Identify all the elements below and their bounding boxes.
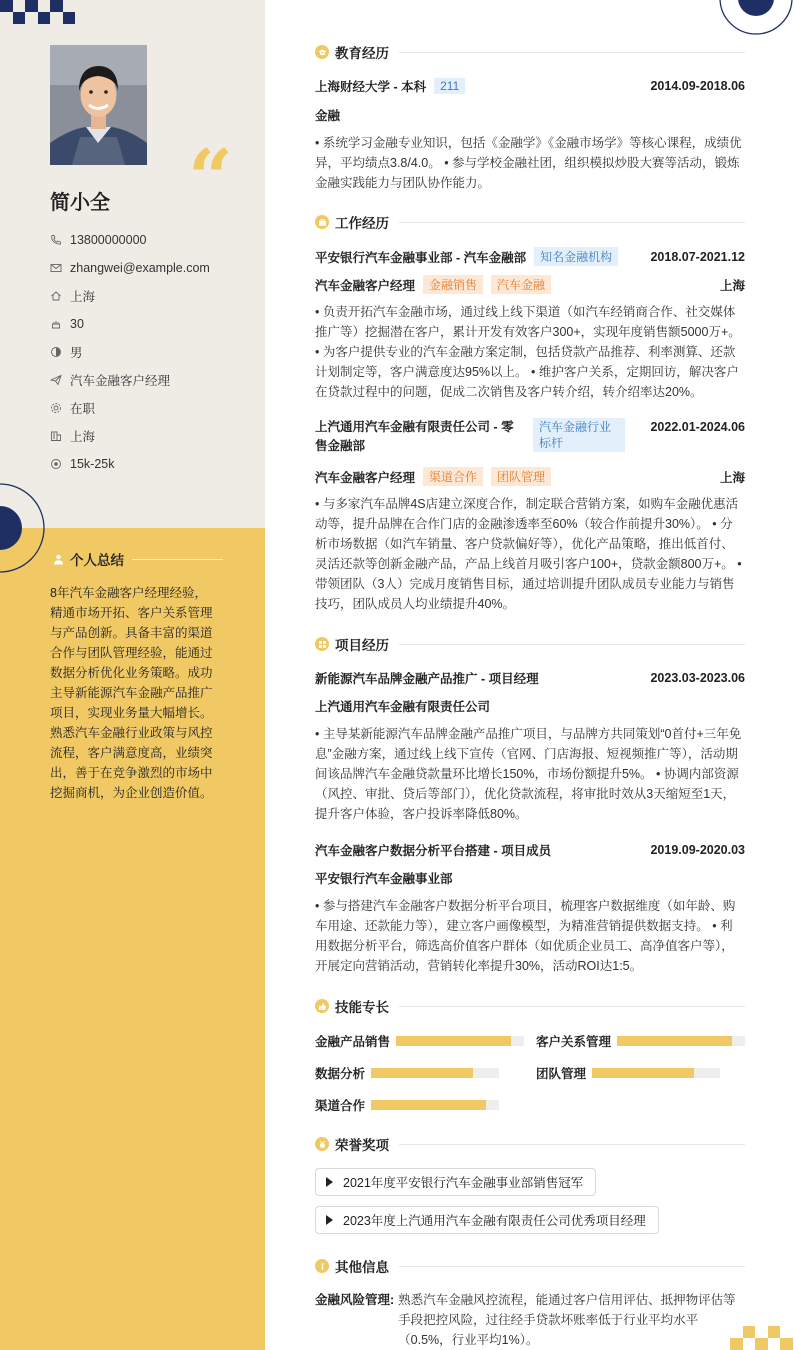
job-2-role-row: [315, 467, 745, 486]
project-2-desc: • 参与搭建汽车金融客户数据分析平台项目，梳理客户数据维度（如年龄、购车用途、还款能力等），建立客户画像模型，为精准营销提供数据支持。 • 利用数据分析平台，筛选高价值客户群体（如优质企业员工、高净值客户等），开展定向营销活动，营销转化率提升30%，活动ROI达1:5。: [315, 899, 736, 973]
skill-1: [315, 1032, 524, 1050]
skills-title: 技能专长: [335, 1000, 389, 1015]
other-label: 金融风险管理:: [315, 1293, 395, 1307]
job-1-tag: 知名金融机构: [534, 247, 618, 266]
project-2-name: 汽车金融客户数据分析平台搭建 - 项目成员: [315, 844, 552, 858]
skill-4: [536, 1064, 720, 1082]
building-icon: [50, 430, 62, 442]
skill-2-fill: [617, 1036, 732, 1046]
job-1-tag-a: 金融销售: [423, 275, 483, 294]
info-gender: [50, 338, 210, 366]
job-2-row: [315, 418, 745, 456]
gender-icon: [50, 346, 62, 358]
profile-name: 简小全: [50, 192, 110, 214]
grid-icon: [315, 637, 329, 651]
info-phone: [50, 226, 210, 254]
section-divider: [399, 1266, 745, 1267]
job-1-date: 2018.07-2021.12: [650, 249, 745, 264]
job-1-role-row: [315, 275, 745, 294]
job-2-city: 上海: [719, 470, 745, 485]
project-2-date: 2019.09-2020.03: [650, 843, 745, 857]
education-icon: [315, 45, 329, 59]
education-heading: [315, 42, 745, 62]
skill-2-bar: [617, 1036, 745, 1046]
skill-3-name: 数据分析: [315, 1067, 366, 1081]
email-text: zhangwei@example.com: [70, 261, 210, 275]
awards-heading: [315, 1134, 745, 1154]
award-2-text: 2023年度上汽通用汽车金融有限责任公司优秀项目经理: [343, 1214, 646, 1228]
skill-5-fill: [371, 1100, 486, 1110]
education-tag: 211: [434, 78, 465, 94]
gender-text: 男: [70, 346, 83, 360]
award-item-2[interactable]: [315, 1206, 659, 1234]
projects-heading: [315, 634, 745, 654]
education-title: 教育经历: [335, 46, 389, 61]
job-1-company: 平安银行汽车金融事业部 - 汽车金融部: [315, 250, 527, 265]
skill-5: [315, 1096, 499, 1114]
job-1-tag-b: 汽车金融: [491, 275, 551, 294]
other-title: 其他信息: [335, 1260, 389, 1275]
education-major-row: [315, 106, 745, 124]
skill-2: [536, 1032, 745, 1050]
project-1-row: [315, 669, 745, 687]
section-divider: [399, 1144, 745, 1145]
skill-5-name: 渠道合作: [315, 1099, 366, 1113]
education-school: 上海财经大学 - 本科: [315, 80, 427, 94]
avatar-portrait: [50, 45, 147, 165]
projects-title: 项目经历: [335, 638, 389, 653]
target-city-text: 上海: [70, 430, 96, 444]
checker-pattern: [0, 0, 75, 24]
skills-heading: [315, 996, 745, 1016]
summary-title: 个人总结: [70, 553, 124, 568]
location-text: 上海: [70, 290, 96, 304]
age-text: 30: [70, 317, 84, 331]
briefcase-icon: [315, 215, 329, 229]
work-title: 工作经历: [335, 216, 389, 231]
phone-text: 13800000000: [70, 233, 147, 247]
info-email: [50, 254, 210, 282]
job-2-tag-b: 团队管理: [491, 467, 551, 486]
status-text: 在职: [70, 402, 96, 416]
project-1-date: 2023.03-2023.06: [650, 671, 745, 685]
info-status: [50, 394, 210, 422]
job-2-role: 汽车金融客户经理: [315, 470, 416, 485]
summary-divider: [132, 559, 223, 560]
info-age: [50, 310, 210, 338]
skill-2-name: 客户关系管理: [536, 1035, 612, 1049]
job-2-date: 2022.01-2024.06: [650, 420, 745, 434]
contact-info-list: [50, 226, 210, 478]
quote-mark-icon: “: [188, 133, 233, 224]
project-1-name: 新能源汽车品牌金融产品推广 - 项目经理: [315, 672, 539, 686]
education-date: 2014.09-2018.06: [650, 79, 745, 93]
skill-3-bar: [371, 1068, 499, 1078]
info-salary: [50, 450, 210, 478]
project-1-org-row: [315, 697, 745, 715]
awards-title: 荣誉奖项: [335, 1138, 389, 1153]
education-major: 金融: [315, 109, 341, 123]
other-text: 熟悉汽车金融风控流程，能通过客户信用评估、抵押物评估等手段把控风险，过往经手贷款坏账率低于行业平均水平（0.5%，行业平均1%）。: [398, 1293, 736, 1347]
project-2-row: [315, 841, 745, 859]
skill-3: [315, 1064, 499, 1082]
skill-1-bar: [396, 1036, 524, 1046]
project-2-org: 平安银行汽车金融事业部: [315, 872, 453, 886]
other-info-row: [315, 1290, 745, 1350]
caret-right-icon: [326, 1177, 333, 1187]
skill-4-fill: [592, 1068, 694, 1078]
decor-circle-top-right: [718, 0, 794, 36]
award-1-text: 2021年度平安银行汽车金融事业部销售冠军: [343, 1176, 584, 1190]
skill-1-name: 金融产品销售: [315, 1035, 391, 1049]
info-icon: [315, 1259, 329, 1273]
mail-icon: [50, 262, 62, 274]
job-2-company: 上汽通用汽车金融有限责任公司 - 零售金融部: [315, 420, 514, 453]
medal-icon: [315, 1137, 329, 1151]
age-icon: [50, 318, 62, 330]
skill-4-name: 团队管理: [536, 1067, 587, 1081]
summary-text: 8年汽车金融客户经理经验，精通市场开拓、客户关系管理与产品创新。具备丰富的渠道合作与团队管理经验，能通过数据分析优化业务策略。成功主导新能源汽车金融产品推广项目，实现业务量大幅增长。熟悉汽车金融行业政策与风控流程，客户满意度高，业绩突出，善于在竞争激烈的市场中挖掘商机，为企业创造价值。: [50, 586, 213, 800]
avatar: [50, 45, 147, 165]
job-2-desc: • 与多家汽车品牌4S店建立深度合作，制定联合营销方案，如购车金融优惠活动等，提升品牌在合作门店的金融渗透率至60%（较合作前提升30%）。 • 分析市场数据（如汽车销量、客户贷款偏好等），优化产品策略，推出低首付、灵活还款等创新金融产品，产品上线首月吸引客户100+，贷款金额800万+。 • 带领团队（3人）完成月度销售目标，通过培训提升团队成员专业能力与销售技巧，团队成员人均业绩提升40%。: [315, 497, 742, 611]
skill-5-bar: [371, 1100, 499, 1110]
send-icon: [50, 374, 62, 386]
job-2-tag-a: 渠道合作: [423, 467, 483, 486]
info-location: [50, 282, 210, 310]
sidebar: [0, 0, 265, 1350]
education-desc: • 系统学习金融专业知识，包括《金融学》《金融市场学》等核心课程，成绩优异，平均绩点3.8/4.0。 • 参与学校金融社团，组织模拟炒股大赛等活动，锻炼金融实践能力与团队协作能力。: [315, 136, 742, 190]
phone-icon: [50, 234, 62, 246]
position-text: 汽车金融客户经理: [70, 374, 171, 388]
other-heading: [315, 1256, 745, 1276]
salary-text: 15k-25k: [70, 457, 115, 471]
section-divider: [399, 644, 745, 645]
job-1-row: [315, 247, 745, 266]
project-1-desc: • 主导某新能源汽车品牌金融产品推广项目，与品牌方共同策划“0首付+三年免息”金融方案，通过线上线下宣传（官网、门店海报、短视频推广等），活动期间该品牌汽车金融贷款量环比增长150%，市场份额提升5%。 • 协调内部资源（风控、审批、贷后等部门），优化贷款流程，将审批时效从3天缩短至1天，提升客户体验，客户投诉率降低80%。: [315, 727, 742, 821]
person-icon: [53, 554, 64, 565]
section-divider: [399, 222, 745, 223]
salary-icon: [50, 458, 62, 470]
work-heading: [315, 212, 745, 232]
job-1-desc: • 负责开拓汽车金融市场，通过线上线下渠道（如汽车经销商合作、社交媒体推广等）挖掘潜在客户，累计开发有效客户300+，实现年度销售额5000万+。 • 为客户提供专业的汽车金融方案定制，包括贷款产品推荐、利率测算、还款计划制定等，客户满意度达95%以上。 • 维护客户关系，定期回访，解决客户在贷款过程中的问题，促成二次销售及客户转介绍，转介绍率达20%。: [315, 305, 741, 399]
section-divider: [399, 1006, 745, 1007]
info-target-city: [50, 422, 210, 450]
skill-4-bar: [592, 1068, 720, 1078]
job-2-tag: 汽车金融行业标杆: [533, 418, 625, 452]
job-1-role: 汽车金融客户经理: [315, 278, 416, 293]
info-position: [50, 366, 210, 394]
skill-1-fill: [396, 1036, 511, 1046]
project-1-org: 上汽通用汽车金融有限责任公司: [315, 700, 491, 714]
caret-right-icon: [326, 1215, 333, 1225]
award-item-1[interactable]: [315, 1168, 596, 1196]
status-icon: [50, 402, 62, 414]
project-2-org-row: [315, 869, 745, 887]
skill-3-fill: [371, 1068, 473, 1078]
education-row: [315, 77, 745, 95]
job-1-city: 上海: [719, 278, 745, 293]
thumb-icon: [315, 999, 329, 1013]
summary-heading: [53, 549, 223, 569]
section-divider: [399, 52, 745, 53]
decor-circle-left: [0, 482, 46, 574]
home-icon: [50, 290, 62, 302]
